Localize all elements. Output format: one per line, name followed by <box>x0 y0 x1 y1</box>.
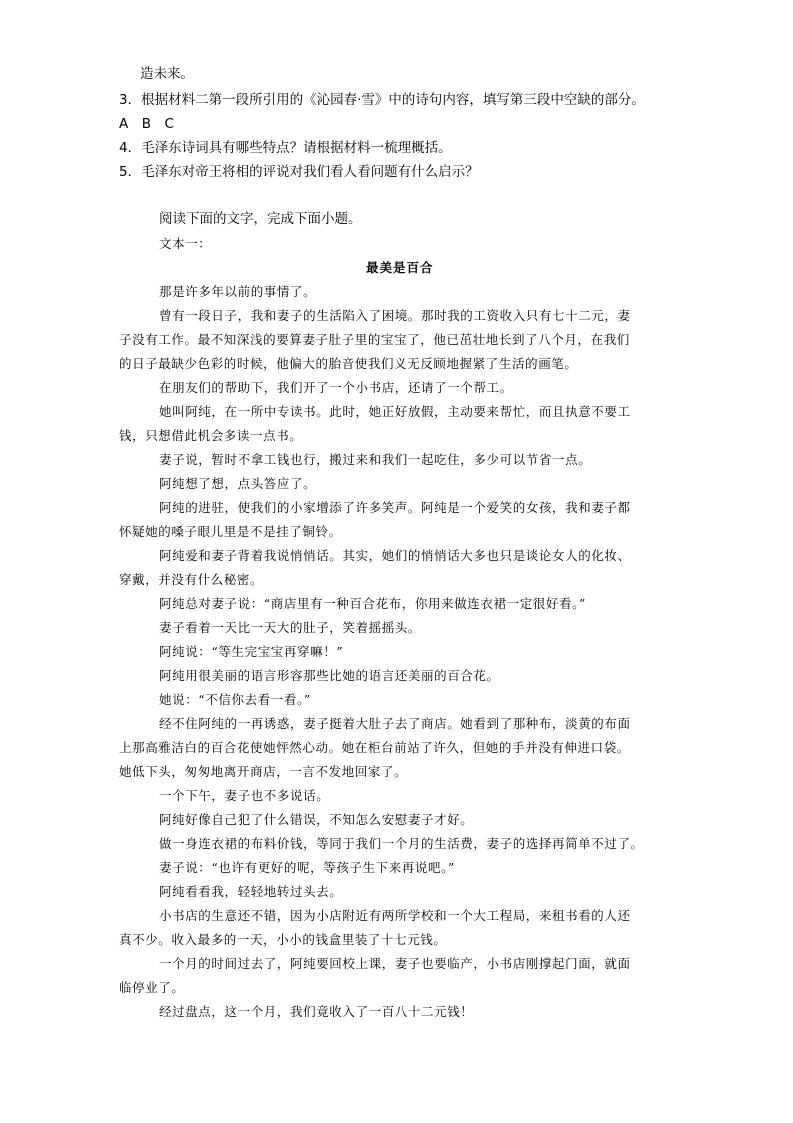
question-5: 5．毛泽东对帝王将相的评说对我们看人看问题有什么启示？ <box>119 164 479 180</box>
story-line: 临停业了。 <box>119 980 185 995</box>
header-line: 造未来。 <box>140 66 194 82</box>
story-line: 子没有工作。最不知深浅的要算妻子肚子里的宝宝了，他已茁壮地长到了八个月，在我们 <box>119 332 630 347</box>
story-line: 她低下头，匆匆地离开商店，一言不发地回家了。 <box>119 764 408 779</box>
story-line: 上那高雅洁白的百合花使她怦然心动。她在柜台前站了许久，但她的手并没有伸进口袋。 <box>119 740 630 755</box>
story-line: 钱，只想借此机会多读一点书。 <box>119 428 303 443</box>
story-line: 一个下午，妻子也不多说话。 <box>159 788 330 803</box>
answer-options: A B C <box>119 116 174 132</box>
story-line: 她说：“不信你去看一看。” <box>159 692 311 707</box>
story-line: 她叫阿纯，在一所中专读书。此时，她正好放假，主动要来帮忙，而且执意不要工 <box>159 404 631 419</box>
story-line: 一个月的时间过去了，阿纯要回校上课，妻子也要临产，小书店刚撑起门面，就面 <box>159 956 631 971</box>
story-line: 阿纯好像自己犯了什么错误，不知怎么安慰妻子才好。 <box>159 812 474 827</box>
story-line: 做一身连衣裙的布料价钱，等同于我们一个月的生活费，妻子的选择再简单不过了。 <box>159 836 644 851</box>
story-line: 妻子说，暂时不拿工钱也行，搬过来和我们一起吃住，多少可以节省一点。 <box>159 452 592 467</box>
story-line: 阿纯看看我，轻轻地转过头去。 <box>159 884 343 899</box>
story-line: 小书店的生意还不错，因为小店附近有两所学校和一个大工程局，来租书看的人还 <box>159 908 631 923</box>
story-line: 的日子最缺少色彩的时候，他偏大的胎音使我们义无反顾地握紧了生活的画笔。 <box>119 356 578 371</box>
question-3: 3．根据材料二第一段所引用的《沁园春·雪》中的诗句内容，填写第三段中空缺的部分。 <box>119 92 645 108</box>
story-title: 最美是百合 <box>366 260 434 275</box>
story-line: 妻子说：“也许有更好的呢，等孩子生下来再说吧。” <box>159 860 455 875</box>
story-line: 穿戴，并没有什么秘密。 <box>119 572 264 587</box>
story-line: 阿纯爱和妻子背着我说悄悄话。其实，她们的悄悄话大多也只是谈论女人的化妆、 <box>159 548 631 563</box>
question-4: 4．毛泽东诗词具有哪些特点？请根据材料一梳理概括。 <box>119 140 452 156</box>
story-line: 阿纯想了想，点头答应了。 <box>159 476 317 491</box>
text-label: 文本一： <box>159 236 212 251</box>
story-line: 妻子看着一天比一天大的肚子，笑着摇摇头。 <box>159 620 422 635</box>
story-line: 阿纯总对妻子说：“商店里有一种百合花布，你用来做连衣裙一定很好看。” <box>159 596 586 611</box>
story-line: 阿纯的进驻，使我们的小家增添了许多笑声。阿纯是一个爱笑的女孩，我和妻子都 <box>159 500 631 515</box>
story-line: 怀疑她的嗓子眼儿里是不是挂了铜铃。 <box>119 524 342 539</box>
story-line: 经不住阿纯的一再诱惑，妻子挺着大肚子去了商店。她看到了那种布，淡黄的布面 <box>159 716 631 731</box>
story-line: 曾有一段日子，我和妻子的生活陷入了困境。那时我的工资收入只有七十二元，妻 <box>159 308 631 323</box>
story-line: 在朋友们的帮助下，我们开了一个小书店，还请了一个帮工。 <box>159 380 513 395</box>
story-line: 阿纯用很美丽的语言形容那些比她的语言还美丽的百合花。 <box>159 668 500 683</box>
story-line: 真不少。收入最多的一天，小小的钱盒里装了十七元钱。 <box>119 932 447 947</box>
reading-instruction: 阅读下面的文字，完成下面小题。 <box>159 211 362 227</box>
story-line: 那是许多年以前的事情了。 <box>159 284 317 299</box>
story-line: 经过盘点，这一个月，我们竟收入了一百八十二元钱！ <box>159 1004 474 1019</box>
story-line: 阿纯说：“等生完宝宝再穿嘛！” <box>159 644 344 659</box>
